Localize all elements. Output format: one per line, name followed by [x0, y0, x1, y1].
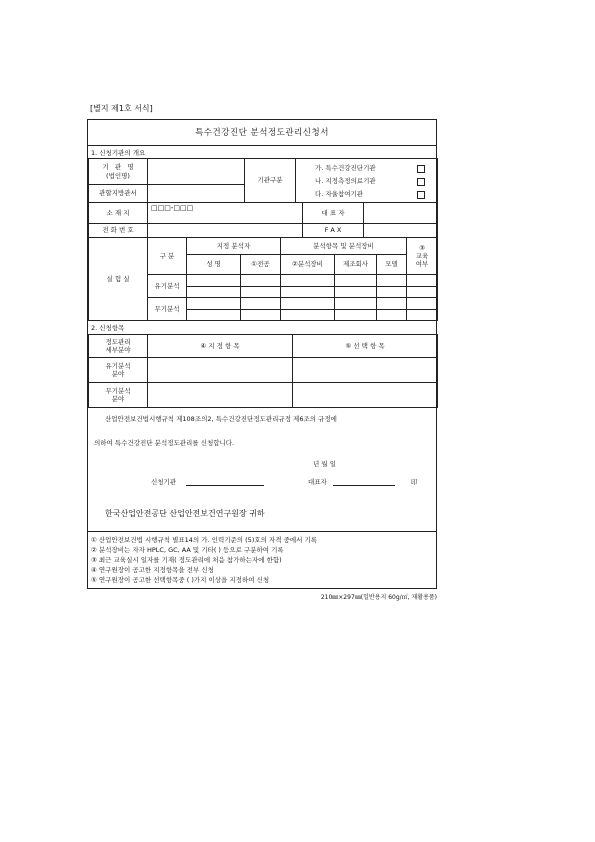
maker-header: 제조회사: [334, 254, 377, 275]
phone-label: 전 화 번 호: [88, 223, 148, 238]
seal-mark: 印: [411, 478, 418, 486]
inorganic-analysis-label: 무기분석: [147, 297, 187, 321]
device-header: ②분석장비: [280, 254, 335, 275]
notes-list: [91, 535, 317, 585]
inorganic-major-2[interactable]: [240, 309, 281, 321]
note-5: ⑤ 연구원장이 공고한 선택항목중 ( )가지 이상을 지정하여 신청: [91, 576, 270, 584]
representative-sign-label: 대표자: [308, 478, 327, 486]
representative-signature-field[interactable]: [333, 485, 395, 486]
agency-district-label: 관할지방관서: [88, 184, 148, 203]
fax-field[interactable]: [363, 223, 438, 238]
note-2: ② 분석장비는 자자 HPLC, GC, AA 및 기타( ) 등으로 구분하여 기록: [91, 546, 284, 554]
inorganic-device-2[interactable]: [280, 309, 335, 321]
notes-divider: [88, 531, 436, 532]
equipment-header: 분석항목 및 분석장비: [280, 237, 407, 255]
addressee: 한국산업안전공단 산업안전보건연구원장 귀하: [105, 509, 265, 518]
selected-items-header: ⑤ 선 택 항 목: [292, 334, 438, 358]
phone-field[interactable]: [147, 223, 303, 238]
paper-spec-footer: 210㎜×297㎜(일반용지 60g/㎡, 재활용품): [320, 594, 437, 601]
fax-label: F A X: [302, 223, 364, 238]
representative-label: 대 표 자: [302, 202, 364, 224]
agency-district-field[interactable]: [147, 184, 245, 203]
model-header: 모델: [376, 254, 407, 275]
option-special-health: 가. 특수건강진단기관: [315, 162, 435, 175]
inorganic-maker-2[interactable]: [334, 309, 377, 321]
inorganic-designated-field[interactable]: [147, 382, 293, 408]
option-designated-medical: 나. 지정측정의료기관: [315, 175, 435, 188]
inorganic-selected-field[interactable]: [292, 382, 438, 408]
representative-sign-row: [308, 477, 418, 486]
lab-label: 실 험 실: [88, 237, 148, 321]
checkbox-voluntary[interactable]: [417, 191, 425, 199]
statement-line-2: 의하여 특수건강진단 분석정도관리를 신청합니다.: [94, 439, 235, 447]
note-3: ③ 최근 교육실시 일자를 기재( 정도관리에 처음 참가하는자에 한함): [91, 556, 282, 564]
applicant-signature-field[interactable]: [186, 485, 264, 486]
lab-category-label: 구 분: [147, 237, 187, 275]
analyst-name-header: 성 명: [186, 254, 241, 275]
form-title: 특수건강진단 분석정도관리신청서: [88, 120, 436, 146]
education-header: ③ 교육 여부: [406, 237, 438, 275]
address-label: 소 재 지: [88, 202, 148, 224]
statement-line-1: 산업안전보건법시행규칙 제108조의2, 특수건강진단정도관리규정 제6조의 규정에: [105, 415, 337, 423]
agency-name-field[interactable]: [147, 158, 245, 185]
note-4: ④ 연구원장이 공고한 지정항목을 전부 신청: [91, 566, 214, 574]
organic-designated-field[interactable]: [147, 357, 293, 383]
postal-code-field[interactable]: □□□-□□□: [147, 202, 303, 224]
analyst-major-header: ①전공: [240, 254, 281, 275]
organic-selected-field[interactable]: [292, 357, 438, 383]
note-1: ① 산업안전보건법 시행규칙 별표14의 가. 인력기준의 (5)호의 자격 중에서 기록: [91, 536, 318, 544]
agency-name-label: 기 관 명 (법인명): [88, 158, 148, 185]
inorganic-name-2[interactable]: [186, 309, 241, 321]
inorganic-field-label: 무기분석 분야: [88, 382, 148, 408]
checkbox-designated-medical[interactable]: [417, 178, 425, 186]
organic-field-label: 유기분석 분야: [88, 357, 148, 383]
applicant-label: 신청기관: [151, 478, 177, 486]
qc-field-label: 정도관리 세부분야: [88, 334, 148, 358]
option-voluntary: 다. 자율참여기관: [315, 188, 435, 201]
checkbox-special-health[interactable]: [417, 165, 425, 173]
section2-heading: 2. 신청항목: [91, 324, 125, 332]
applicant-row: [151, 477, 264, 486]
form-number-label: [별지 제1호 서식]: [90, 104, 153, 113]
designated-items-header: ④ 지 정 항 목: [147, 334, 293, 358]
agency-type-options: [315, 162, 435, 201]
representative-field[interactable]: [363, 202, 438, 224]
section1-heading: 1. 신청기관의 개요: [91, 149, 146, 157]
date-label: 년 월 일: [313, 460, 336, 468]
analyst-header: 지정 분석자: [186, 237, 281, 255]
inorganic-education-2[interactable]: [406, 309, 438, 321]
application-form: [87, 119, 437, 589]
agency-type-label: 기관구분: [244, 158, 296, 203]
inorganic-model-2[interactable]: [376, 309, 407, 321]
organic-analysis-label: 유기분석: [147, 274, 187, 298]
